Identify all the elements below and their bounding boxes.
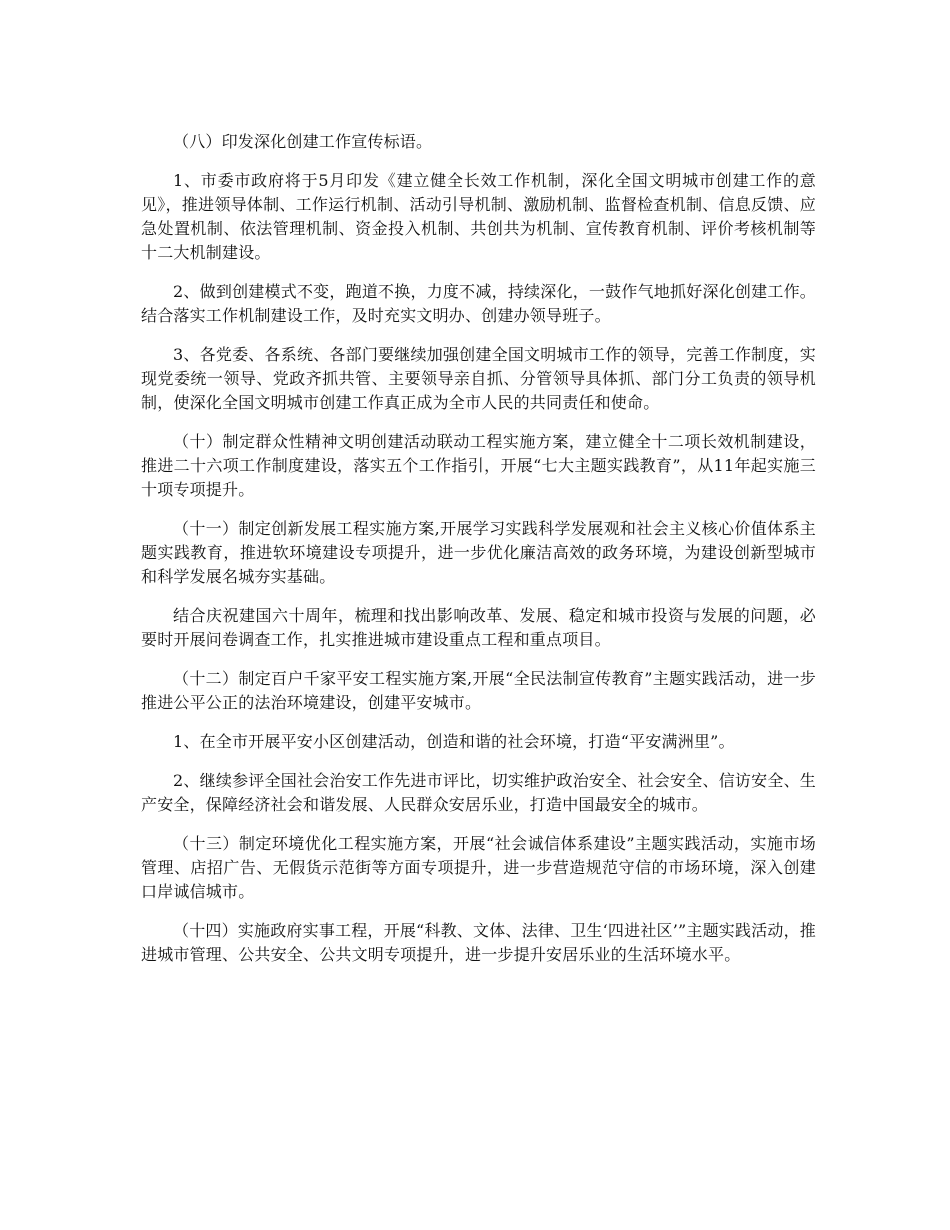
paragraph-3: 2、做到创建模式不变，跑道不换，力度不减，持续深化，一鼓作气地抓好深化创建工作。结合落实工作机制建设工作，及时充实文明办、创建办领导班子。 [141, 282, 816, 325]
paragraph-12: （十四）实施政府实事工程，开展“科教、文体、法律、卫生‘四进社区’”主题实践活动，推进城市管理、公共安全、公共文明专项提升，进一步提升安居乐业的生活环境水平。 [141, 921, 816, 964]
paragraph-6: （十一）制定创新发展工程实施方案,开展学习实践科学发展观和社会主义核心价值体系主题实践教育，推进软环境建设专项提升，进一步优化廉洁高效的政务环境，为建设创新型城市和科学发展名城夯实基础。 [141, 519, 816, 586]
paragraph-5: （十）制定群众性精神文明创建活动联动工程实施方案，建立健全十二项长效机制建设，推进二十六项工作制度建设，落实五个工作指引，开展“七大主题实践教育”，从11年起实施三十项专项提升。 [141, 432, 816, 499]
paragraph-8: （十二）制定百户千家平安工程实施方案,开展“全民法制宣传教育”主题实践活动，进一步推进公平公正的法治环境建设，创建平安城市。 [141, 669, 816, 712]
document-body [141, 130, 816, 982]
paragraph-7: 结合庆祝建国六十周年，梳理和找出影响改革、发展、稳定和城市投资与发展的问题，必要时开展问卷调查工作，扎实推进城市建设重点工程和重点项目。 [141, 606, 816, 649]
paragraph-2: 1、市委市政府将于5月印发《建立健全长效工作机制，深化全国文明城市创建工作的意见》，推进领导体制、工作运行机制、活动引导机制、激励机制、监督检查机制、信息反馈、应急处置机制、依法管理机制、资金投入机制、共创共为机制、宣传教育机制、评价考核机制等十二大机制建设。 [141, 171, 816, 262]
paragraph-4: 3、各党委、各系统、各部门要继续加强创建全国文明城市工作的领导，完善工作制度，实现党委统一领导、党政齐抓共管、主要领导亲自抓、分管领导具体抓、部门分工负责的领导机制，使深化全国文明城市创建工作真正成为全市人民的共同责任和使命。 [141, 345, 816, 412]
paragraph-1: （八）印发深化创建工作宣传标语。 [173, 132, 433, 151]
paragraph-10: 2、继续参评全国社会治安工作先进市评比，切实维护政治安全、社会安全、信访安全、生产安全，保障经济社会和谐发展、人民群众安居乐业，打造中国最安全的城市。 [141, 771, 816, 814]
paragraph-9: 1、在全市开展平安小区创建活动，创造和谐的社会环境，打造“平安满洲里”。 [173, 732, 735, 751]
paragraph-11: （十三）制定环境优化工程实施方案，开展“社会诚信体系建设”主题实践活动，实施市场管理、店招广告、无假货示范街等方面专项提升，进一步营造规范守信的市场环境，深入创建口岸诚信城市。 [141, 834, 816, 901]
